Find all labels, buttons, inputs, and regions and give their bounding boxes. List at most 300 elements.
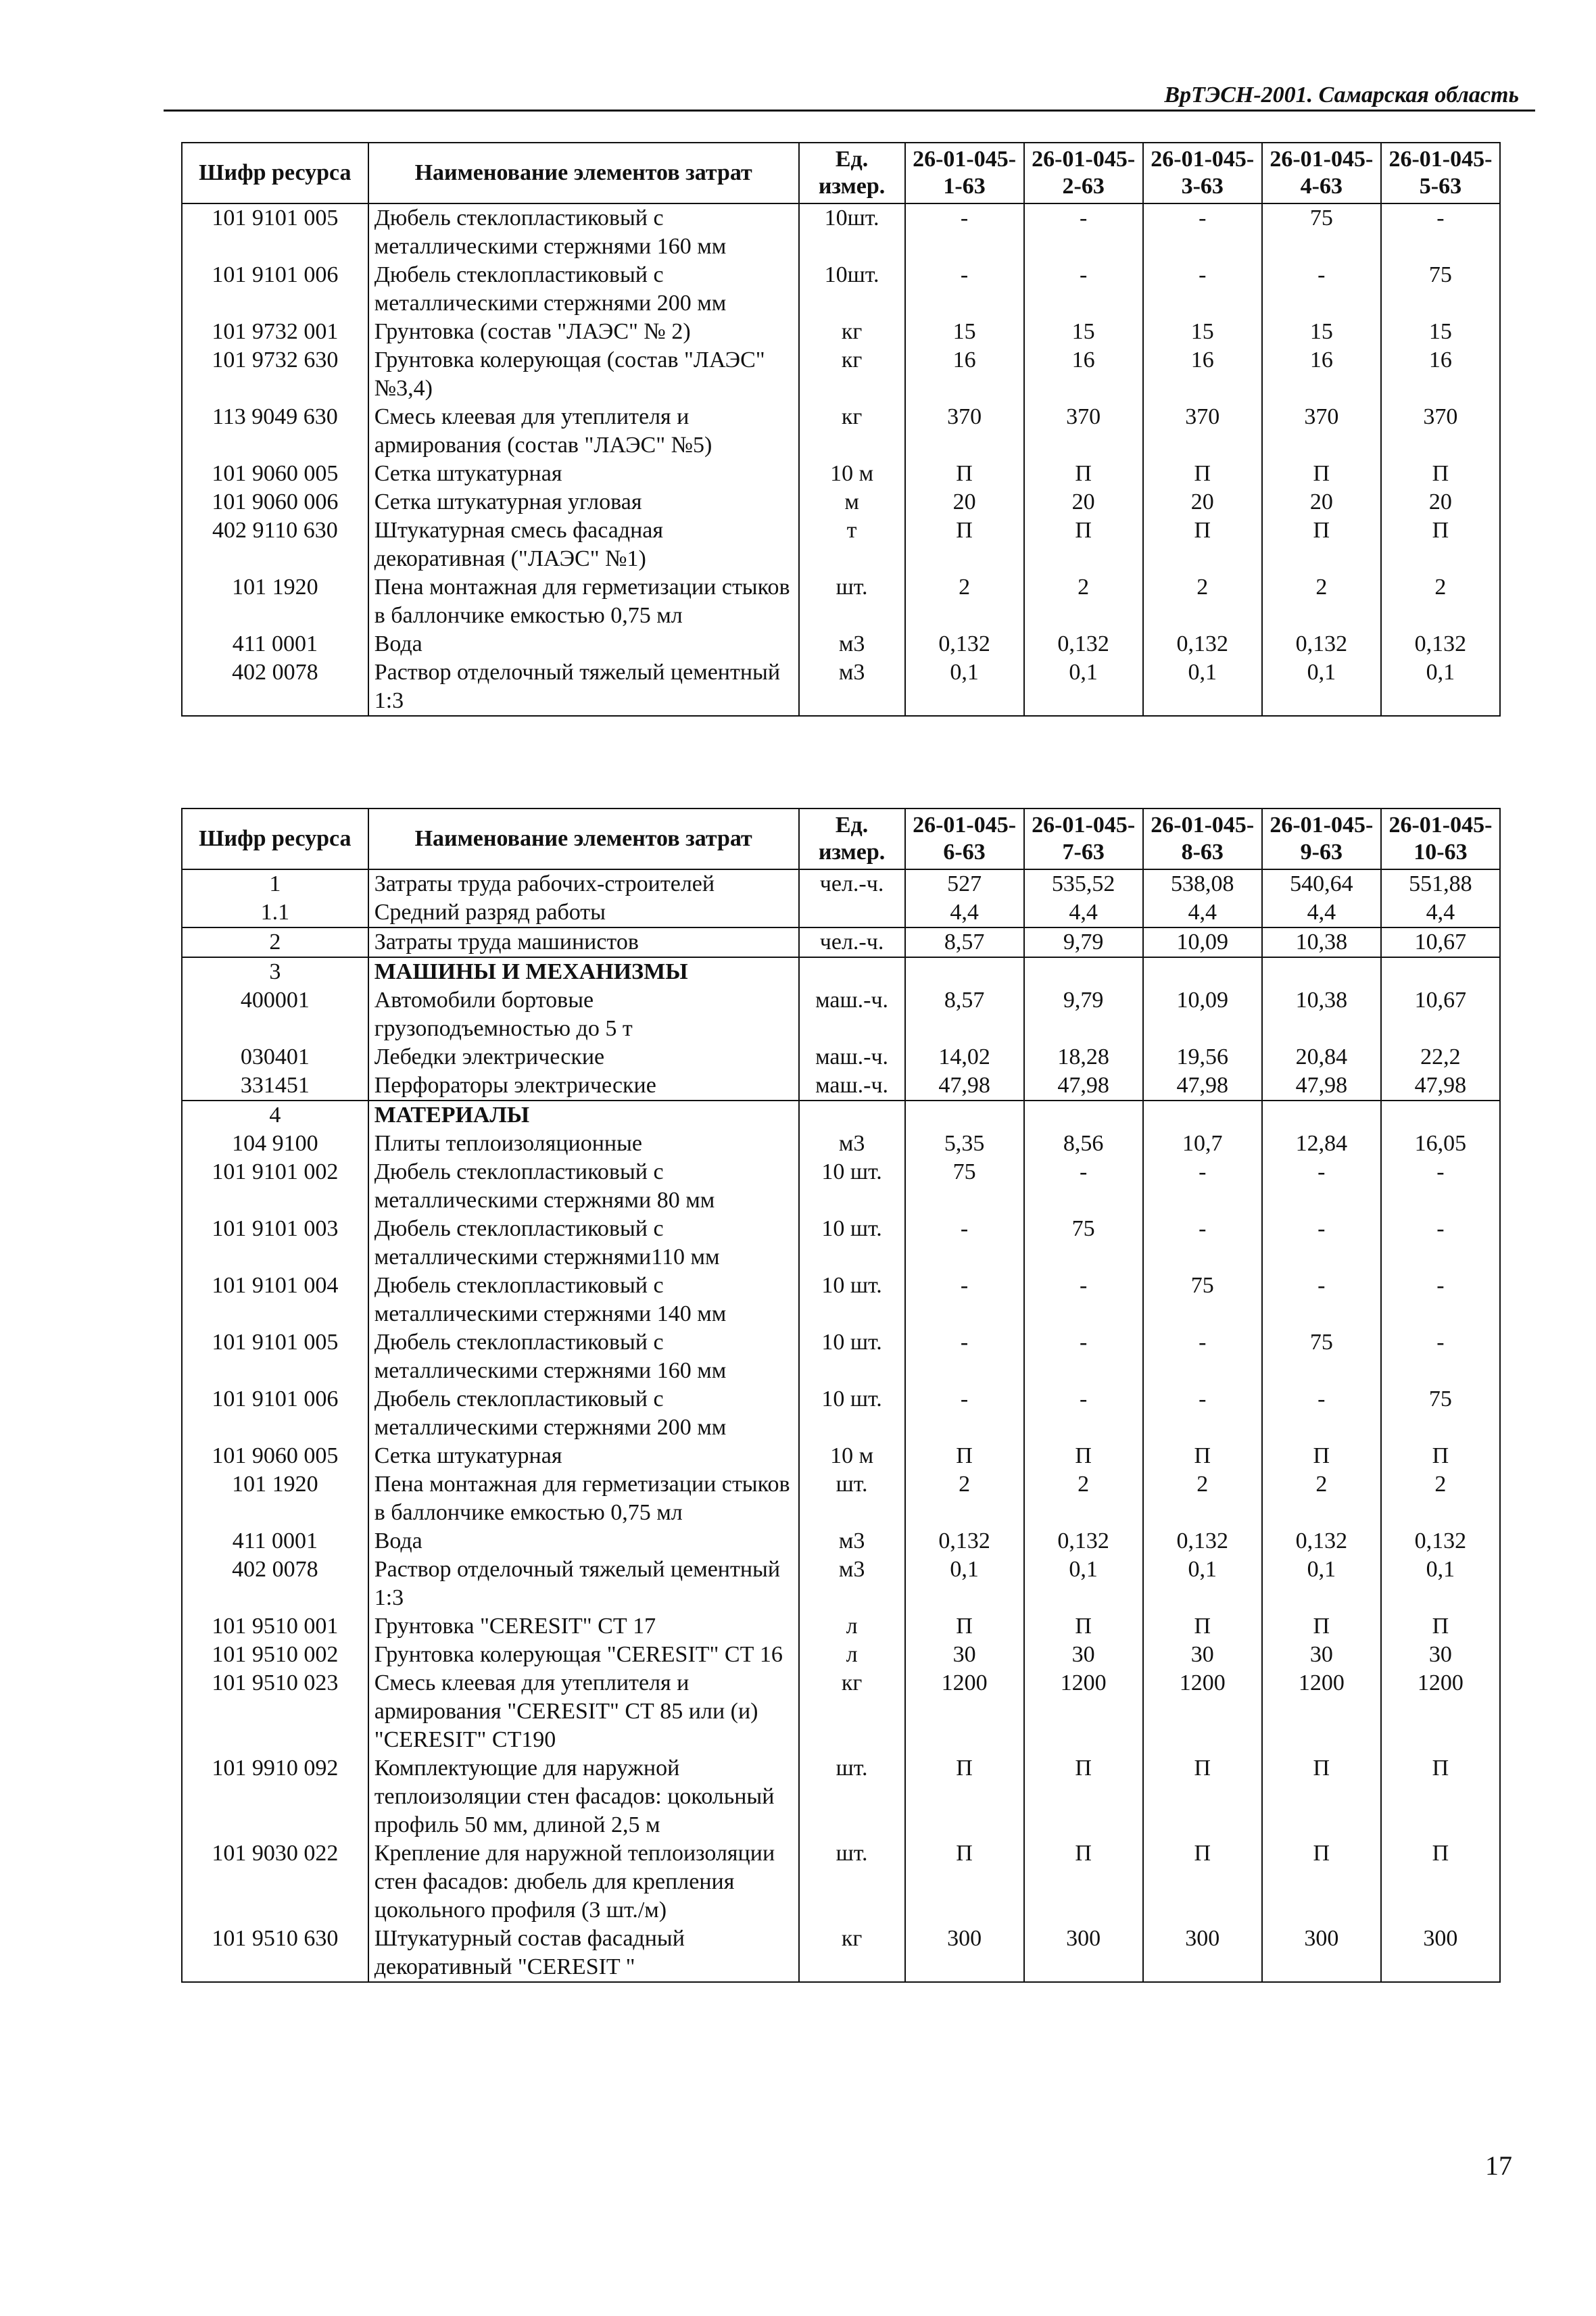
value-cell: П [1024,516,1143,573]
value-cell: 0,1 [1381,658,1500,716]
value-cell: П [905,1442,1024,1470]
value-cell: 19,56 [1143,1043,1262,1071]
unit-cell: м3 [799,1555,905,1612]
table-row [182,403,1500,460]
value-cell: 0,1 [1381,1555,1500,1612]
resource-code-cell: 4 [182,1101,368,1130]
value-cell: 20 [1143,488,1262,516]
table-row [182,1071,1500,1101]
value-cell: - [1262,1158,1381,1215]
value-cell: 75 [1143,1272,1262,1328]
unit-cell: кг [799,318,905,346]
value-cell: 30 [1381,1641,1500,1669]
value-cell: - [1262,1385,1381,1442]
value-cell: П [1143,460,1262,488]
value-cell: 75 [1262,203,1381,261]
value-cell: - [1381,203,1500,261]
resource-code-cell: 402 0078 [182,658,368,716]
cost-element-name-cell: Сетка штукатурная угловая [368,488,799,516]
value-cell: П [1024,1839,1143,1925]
cost-element-name-cell: Вода [368,1527,799,1555]
column-header: 26-01-045-8-63 [1143,809,1262,869]
value-cell: - [1262,1215,1381,1272]
resource-code-cell: 411 0001 [182,1527,368,1555]
value-cell: 538,08 [1143,869,1262,898]
unit-cell [799,1101,905,1130]
value-cell: 2 [1143,573,1262,630]
table-row [182,869,1500,898]
unit-cell: кг [799,403,905,460]
value-cell: П [905,1612,1024,1641]
value-cell: П [1024,1442,1143,1470]
value-cell: - [1143,261,1262,318]
value-cell: 0,132 [1143,1527,1262,1555]
table-header-row [182,809,1500,869]
value-cell: 2 [1024,1470,1143,1527]
value-cell: 10,38 [1262,927,1381,957]
table-row [182,1442,1500,1470]
value-cell: 16,05 [1381,1130,1500,1158]
table-row [182,1043,1500,1071]
value-cell: 4,4 [1262,898,1381,927]
value-cell: 22,2 [1381,1043,1500,1071]
value-cell: П [905,1839,1024,1925]
value-cell: 15 [1262,318,1381,346]
unit-cell: 10 шт. [799,1385,905,1442]
value-cell: 2 [1262,573,1381,630]
value-cell: 10,67 [1381,986,1500,1043]
value-cell: - [1143,203,1262,261]
table-row [182,658,1500,716]
value-cell: 1200 [1024,1669,1143,1754]
value-cell: 2 [1024,573,1143,630]
resource-code-cell: 101 9732 630 [182,346,368,403]
value-cell: 30 [905,1641,1024,1669]
resource-code-cell: 1 [182,869,368,898]
value-cell: 527 [905,869,1024,898]
resource-code-cell: 101 9910 092 [182,1754,368,1839]
value-cell: 9,79 [1024,986,1143,1043]
value-cell: 8,57 [905,927,1024,957]
table-row [182,1754,1500,1839]
table-row [182,986,1500,1043]
value-cell: 30 [1143,1641,1262,1669]
unit-cell: шт. [799,1470,905,1527]
column-header: 26-01-045-3-63 [1143,143,1262,203]
value-cell: 2 [905,573,1024,630]
value-cell: 1200 [1381,1669,1500,1754]
value-cell: - [1381,1328,1500,1385]
table-row [182,1612,1500,1641]
value-cell: 0,132 [1262,630,1381,658]
value-cell: 14,02 [905,1043,1024,1071]
value-cell: П [1262,1442,1381,1470]
resource-code-cell: 331451 [182,1071,368,1101]
table-row [182,957,1500,986]
resource-code-cell: 104 9100 [182,1130,368,1158]
table-row [182,898,1500,927]
value-cell [1262,957,1381,986]
value-cell: 0,1 [1143,658,1262,716]
unit-cell [799,957,905,986]
resource-code-cell: 101 9101 002 [182,1158,368,1215]
value-cell: 15 [1024,318,1143,346]
cost-element-name-cell: Смесь клеевая для утеплителя и армирования (состав "ЛАЭС" №5) [368,403,799,460]
value-cell: 0,1 [1143,1555,1262,1612]
table-row [182,1385,1500,1442]
document-header-title: ВрТЭСН-2001. Самарская область [1164,82,1519,107]
value-cell: П [1381,516,1500,573]
table-row [182,1130,1500,1158]
value-cell: 370 [1262,403,1381,460]
unit-cell: кг [799,346,905,403]
value-cell: П [1024,460,1143,488]
value-cell: 15 [1381,318,1500,346]
unit-cell: шт. [799,1754,905,1839]
unit-cell: маш.-ч. [799,1071,905,1101]
value-cell: 20 [1262,488,1381,516]
value-cell: 75 [1024,1215,1143,1272]
resource-table-1 [181,142,1501,717]
unit-cell: м3 [799,658,905,716]
value-cell: - [1143,1215,1262,1272]
value-cell: П [1381,1612,1500,1641]
value-cell: 0,1 [1262,1555,1381,1612]
value-cell: П [1262,1839,1381,1925]
value-cell: П [1262,1612,1381,1641]
value-cell: - [905,261,1024,318]
value-cell: 10,09 [1143,927,1262,957]
value-cell: 10,38 [1262,986,1381,1043]
value-cell: П [1143,516,1262,573]
column-header: Ед. измер. [799,143,905,203]
table-row [182,516,1500,573]
value-cell: - [1024,1328,1143,1385]
table-row [182,1839,1500,1925]
resource-code-cell: 2 [182,927,368,957]
resource-code-cell: 101 1920 [182,573,368,630]
value-cell: 540,64 [1262,869,1381,898]
value-cell: - [905,1215,1024,1272]
value-cell [905,1101,1024,1130]
unit-cell: 10 шт. [799,1158,905,1215]
resource-code-cell: 400001 [182,986,368,1043]
table-row [182,1669,1500,1754]
unit-cell [799,898,905,927]
value-cell: 20 [1024,488,1143,516]
value-cell: 16 [1262,346,1381,403]
value-cell: 16 [1024,346,1143,403]
table-row [182,1272,1500,1328]
value-cell [1024,957,1143,986]
resource-code-cell: 101 9060 006 [182,488,368,516]
resource-code-cell: 030401 [182,1043,368,1071]
value-cell: - [1262,261,1381,318]
cost-element-name-cell: Сетка штукатурная [368,1442,799,1470]
column-header: 26-01-045-10-63 [1381,809,1500,869]
value-cell: П [905,516,1024,573]
value-cell [905,957,1024,986]
cost-element-name-cell: Грунтовка "CERESIT" СТ 17 [368,1612,799,1641]
value-cell: 0,1 [1024,1555,1143,1612]
value-cell: 2 [1381,573,1500,630]
resource-code-cell: 101 9510 001 [182,1612,368,1641]
column-header: 26-01-045-5-63 [1381,143,1500,203]
value-cell: 0,1 [905,1555,1024,1612]
cost-element-name-cell: Дюбель стеклопластиковый с металлическими стержнями110 мм [368,1215,799,1272]
cost-element-name-cell: Грунтовка (состав "ЛАЭС" № 2) [368,318,799,346]
value-cell: П [1143,1754,1262,1839]
value-cell: 300 [1143,1925,1262,1982]
resource-code-cell: 101 9101 003 [182,1215,368,1272]
column-header: 26-01-045-7-63 [1024,809,1143,869]
unit-cell: кг [799,1925,905,1982]
value-cell: 0,132 [1381,1527,1500,1555]
resource-table-2 [181,808,1501,1983]
value-cell: 300 [905,1925,1024,1982]
value-cell: 47,98 [1024,1071,1143,1101]
value-cell: 47,98 [905,1071,1024,1101]
unit-cell: 10 шт. [799,1328,905,1385]
resource-code-cell: 411 0001 [182,630,368,658]
value-cell [1262,1101,1381,1130]
table-row [182,1215,1500,1272]
cost-element-name-cell: Смесь клеевая для утеплителя и армирования "CERESIT" СТ 85 или (и) "CERESIT" СТ190 [368,1669,799,1754]
value-cell: - [1381,1215,1500,1272]
value-cell: 5,35 [905,1130,1024,1158]
cost-element-name-cell: Дюбель стеклопластиковый с металлическими стержнями 200 мм [368,1385,799,1442]
unit-cell: 10шт. [799,261,905,318]
unit-cell: л [799,1612,905,1641]
value-cell: 9,79 [1024,927,1143,957]
value-cell: 12,84 [1262,1130,1381,1158]
value-cell: П [1143,1612,1262,1641]
table-row [182,573,1500,630]
value-cell: - [1381,1272,1500,1328]
cost-element-name-cell: Грунтовка колерующая (состав "ЛАЭС" №3,4) [368,346,799,403]
value-cell [1381,1101,1500,1130]
value-cell: 10,67 [1381,927,1500,957]
cost-element-name-cell: МАТЕРИАЛЫ [368,1101,799,1130]
value-cell: 8,56 [1024,1130,1143,1158]
value-cell: - [1024,1385,1143,1442]
value-cell: П [905,1754,1024,1839]
cost-element-name-cell: Грунтовка колерующая "CERESIT" СТ 16 [368,1641,799,1669]
value-cell: 4,4 [1381,898,1500,927]
resource-code-cell: 101 9101 005 [182,203,368,261]
value-cell: - [1024,1272,1143,1328]
cost-element-name-cell: Пена монтажная для герметизации стыков в баллончике емкостью 0,75 мл [368,1470,799,1527]
value-cell: П [1143,1442,1262,1470]
unit-cell: чел.-ч. [799,869,905,898]
cost-element-name-cell: МАШИНЫ И МЕХАНИЗМЫ [368,957,799,986]
value-cell: 2 [1381,1470,1500,1527]
value-cell: - [905,1328,1024,1385]
table-body [182,203,1500,716]
resource-code-cell: 101 9101 005 [182,1328,368,1385]
column-header: 26-01-045-6-63 [905,809,1024,869]
unit-cell: маш.-ч. [799,986,905,1043]
value-cell: П [905,460,1024,488]
cost-element-name-cell: Дюбель стеклопластиковый с металлическими стержнями 200 мм [368,261,799,318]
cost-element-name-cell: Плиты теплоизоляционные [368,1130,799,1158]
unit-cell: 10 шт. [799,1215,905,1272]
value-cell: 75 [1381,261,1500,318]
value-cell: 2 [905,1470,1024,1527]
value-cell: 300 [1381,1925,1500,1982]
value-cell: 0,132 [1143,630,1262,658]
value-cell: 75 [1262,1328,1381,1385]
value-cell: 300 [1024,1925,1143,1982]
value-cell: 10,7 [1143,1130,1262,1158]
resource-code-cell: 101 9732 001 [182,318,368,346]
table-row [182,460,1500,488]
value-cell: 370 [1143,403,1262,460]
value-cell: 47,98 [1262,1071,1381,1101]
unit-cell: 10 м [799,460,905,488]
cost-element-name-cell: Раствор отделочный тяжелый цементный 1:3 [368,658,799,716]
column-header: Ед. измер. [799,809,905,869]
value-cell: - [1143,1328,1262,1385]
table-header-row [182,143,1500,203]
unit-cell: кг [799,1669,905,1754]
resource-code-cell: 3 [182,957,368,986]
unit-cell: 10шт. [799,203,905,261]
value-cell: - [1143,1158,1262,1215]
value-cell: 0,132 [905,1527,1024,1555]
table-row [182,1527,1500,1555]
cost-element-name-cell: Штукатурный состав фасадный декоративный "CERESIT " [368,1925,799,1982]
resource-code-cell: 101 9510 630 [182,1925,368,1982]
value-cell: П [1262,516,1381,573]
cost-element-name-cell: Перфораторы электрические [368,1071,799,1101]
value-cell: 16 [905,346,1024,403]
cost-element-name-cell: Дюбель стеклопластиковый с металлическими стержнями 160 мм [368,203,799,261]
value-cell: 0,132 [1381,630,1500,658]
value-cell: 20 [905,488,1024,516]
value-cell: 535,52 [1024,869,1143,898]
value-cell: П [1381,460,1500,488]
resource-code-cell: 101 9510 002 [182,1641,368,1669]
cost-element-name-cell: Штукатурная смесь фасадная декоративная ("ЛАЭС" №1) [368,516,799,573]
table-row [182,1555,1500,1612]
value-cell: П [1381,1839,1500,1925]
table-row [182,1641,1500,1669]
value-cell: - [1143,1385,1262,1442]
column-header: 26-01-045-4-63 [1262,143,1381,203]
header-rule [164,110,1535,112]
unit-cell: 10 м [799,1442,905,1470]
value-cell: 370 [1381,403,1500,460]
value-cell: 18,28 [1024,1043,1143,1071]
value-cell: 2 [1262,1470,1381,1527]
value-cell: - [1024,203,1143,261]
table-row [182,318,1500,346]
unit-cell: л [799,1641,905,1669]
column-header: Шифр ресурса [182,143,368,203]
value-cell: П [1024,1612,1143,1641]
resource-code-cell: 1.1 [182,898,368,927]
column-header: 26-01-045-2-63 [1024,143,1143,203]
resource-code-cell: 101 9030 022 [182,1839,368,1925]
unit-cell: шт. [799,573,905,630]
value-cell: 47,98 [1381,1071,1500,1101]
unit-cell: шт. [799,1839,905,1925]
value-cell: 8,57 [905,986,1024,1043]
resource-code-cell: 402 9110 630 [182,516,368,573]
unit-cell: маш.-ч. [799,1043,905,1071]
value-cell [1143,957,1262,986]
resource-code-cell: 101 1920 [182,1470,368,1527]
resource-code-cell: 113 9049 630 [182,403,368,460]
value-cell: 75 [905,1158,1024,1215]
column-header: Наименование элементов затрат [368,143,799,203]
cost-element-name-cell: Дюбель стеклопластиковый с металлическими стержнями 140 мм [368,1272,799,1328]
value-cell: - [1381,1158,1500,1215]
table-row [182,1470,1500,1527]
table-row [182,488,1500,516]
value-cell: - [905,1272,1024,1328]
value-cell: 1200 [905,1669,1024,1754]
value-cell: П [1262,460,1381,488]
value-cell: 4,4 [1024,898,1143,927]
value-cell: 20 [1381,488,1500,516]
value-cell: 16 [1143,346,1262,403]
value-cell: 1200 [1262,1669,1381,1754]
table-row [182,203,1500,261]
value-cell: 47,98 [1143,1071,1262,1101]
value-cell: 20,84 [1262,1043,1381,1071]
value-cell: 30 [1262,1641,1381,1669]
resource-code-cell: 101 9101 006 [182,261,368,318]
cost-element-name-cell: Средний разряд работы [368,898,799,927]
value-cell: 0,132 [1024,630,1143,658]
value-cell: 0,1 [1262,658,1381,716]
resource-code-cell: 101 9510 023 [182,1669,368,1754]
table-row [182,1158,1500,1215]
unit-cell: 10 шт. [799,1272,905,1328]
cost-element-name-cell: Дюбель стеклопластиковый с металлическими стержнями 80 мм [368,1158,799,1215]
cost-element-name-cell: Крепление для наружной теплоизоляции стен фасадов: дюбель для крепления цокольного профиля (3 шт./м) [368,1839,799,1925]
value-cell: П [1143,1839,1262,1925]
cost-element-name-cell: Сетка штукатурная [368,460,799,488]
unit-cell: м [799,488,905,516]
value-cell: 0,132 [905,630,1024,658]
value-cell: - [1262,1272,1381,1328]
value-cell: 16 [1381,346,1500,403]
value-cell: 0,132 [1262,1527,1381,1555]
value-cell [1024,1101,1143,1130]
column-header: Шифр ресурса [182,809,368,869]
value-cell: - [905,1385,1024,1442]
cost-element-name-cell: Вода [368,630,799,658]
value-cell [1381,957,1500,986]
value-cell: 4,4 [1143,898,1262,927]
value-cell: 1200 [1143,1669,1262,1754]
value-cell: - [1024,261,1143,318]
cost-element-name-cell: Затраты труда рабочих-строителей [368,869,799,898]
table-row [182,346,1500,403]
column-header: 26-01-045-9-63 [1262,809,1381,869]
value-cell: П [1024,1754,1143,1839]
resource-code-cell: 101 9101 006 [182,1385,368,1442]
cost-element-name-cell: Дюбель стеклопластиковый с металлическими стержнями 160 мм [368,1328,799,1385]
unit-cell: т [799,516,905,573]
resource-code-cell: 402 0078 [182,1555,368,1612]
value-cell: 370 [1024,403,1143,460]
value-cell: - [1024,1158,1143,1215]
column-header: Наименование элементов затрат [368,809,799,869]
